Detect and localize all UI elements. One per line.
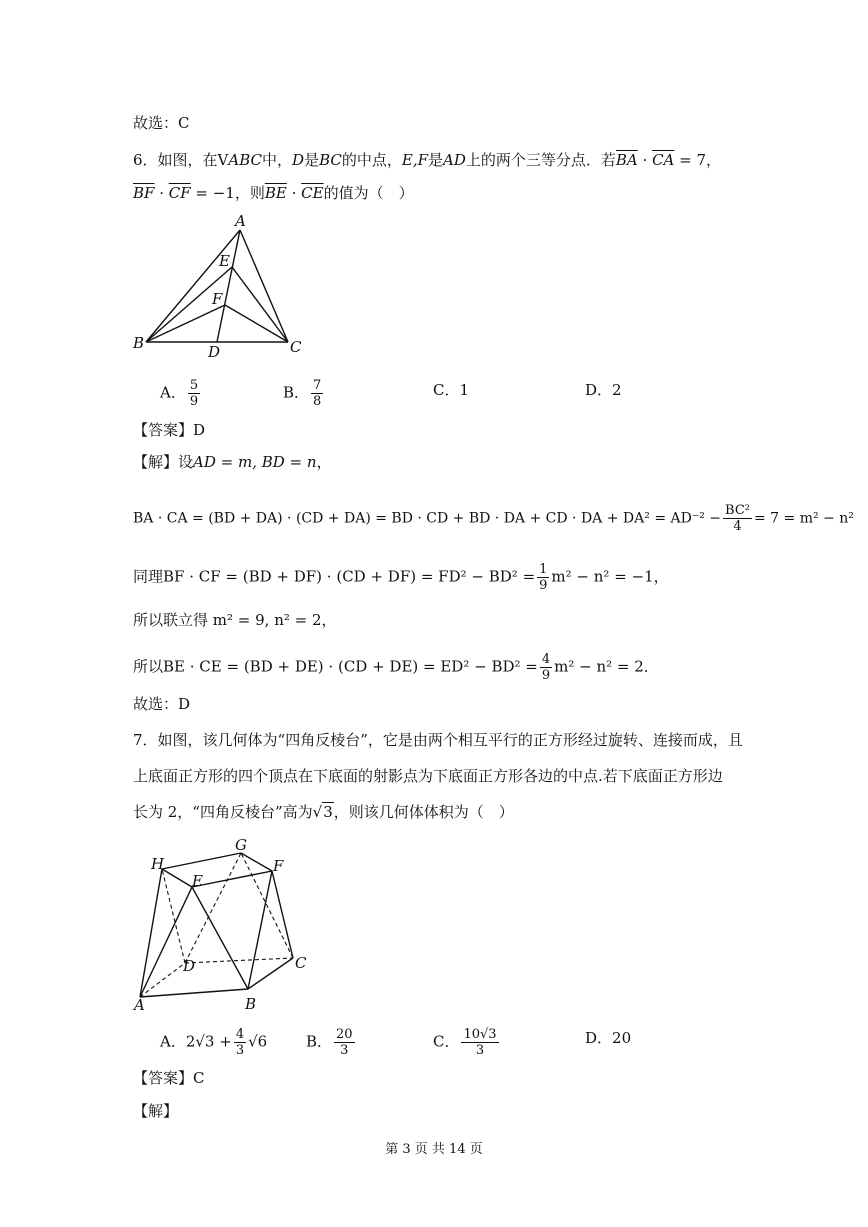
- q7-label-H: H: [151, 855, 165, 873]
- q7-stem-line3: 长为 2，“四角反棱台”高为√3，则该几何体体积为（ ）: [133, 803, 514, 821]
- q6-eq4: 所以BE · CE = (BD + DE) · (CD + DE) = ED² − BD² = $\frac{4}{9}$ m² − n² = 2．: [133, 652, 659, 683]
- q7-label-G: G: [235, 836, 247, 854]
- q6-eq3: 所以联立得 m² = 9, n² = 2，: [133, 611, 337, 629]
- q6-option-c: C．1: [433, 381, 470, 399]
- q7-label-E: E: [192, 872, 203, 890]
- q7-label-A: A: [134, 996, 145, 1014]
- q7-option-d: D．20: [585, 1029, 632, 1047]
- q7-option-c: C． $\frac{10√3}{3}$: [433, 1027, 497, 1058]
- q6-label-E: E: [219, 252, 230, 270]
- q6-label-A: A: [235, 212, 246, 230]
- q7-label-B: B: [245, 995, 257, 1013]
- q7-label-F: F: [273, 857, 284, 875]
- prev-choice: 故选：C: [133, 114, 190, 132]
- q6-choice: 故选：D: [133, 695, 191, 713]
- q7-stem-line2: 上底面正方形的四个顶点在下底面的射影点为下底面正方形各边的中点.若下底面正方形边: [133, 767, 723, 785]
- q6-triangle-figure: [130, 212, 310, 362]
- page-footer: 第 3 页 共 14 页: [385, 1142, 483, 1157]
- q7-stem-line1: 7．如图，该几何体为“四角反棱台”，它是由两个相互平行的正方形经过旋转、连接而成，且: [133, 731, 743, 749]
- q7-option-a: A．2√3 + $\frac{4}{3}$ √6: [160, 1027, 268, 1058]
- q7-label-C: C: [295, 954, 307, 972]
- q6-label-B: B: [133, 334, 145, 352]
- q6-option-b: B． $\frac{7}{8}$: [283, 378, 322, 409]
- q6-option-a: A． $\frac{5}{9}$: [160, 378, 199, 409]
- q6-label-C: C: [290, 338, 302, 356]
- q6-option-d: D．2: [585, 381, 622, 399]
- q6-stem-line2: $\overline{BF} \cdot \overline{CF} = -1$，则$\overline{BE} \cdot \overline{CE}$的值为（ ）: [133, 184, 414, 202]
- q7-option-b: B． $\frac{20}{3}$: [306, 1027, 353, 1058]
- q7-answer: 【答案】C: [133, 1069, 205, 1087]
- q6-eq1: BA · CA = (BD + DA) · (CD + DA) = BD · CD + BD · DA + CD · DA + DA² = AD⁻² − $\frac{\text{BC²}}{4}$ = 7 = m² − n²: [133, 503, 854, 534]
- q6-stem-line1: 6．如图，在VABC中，D是BC的中点，E,F是AD上的两个三等分点．若$\overline{BA} \cdot \overline{CA} = 7$，: [133, 151, 722, 169]
- q6-label-D: D: [208, 343, 221, 361]
- q6-label-F: F: [212, 290, 223, 308]
- q6-solution-head: 【解】设AD = m, BD = n，: [133, 453, 332, 471]
- q7-solution-head: 【解】: [133, 1102, 179, 1120]
- q6-answer: 【答案】D: [133, 421, 206, 439]
- q7-label-D: D: [183, 957, 196, 975]
- q6-eq2: 同理BF · CF = (BD + DF) · (CD + DF) = FD² − BD² = $\frac{1}{9}$ m² − n² = −1，: [133, 562, 669, 593]
